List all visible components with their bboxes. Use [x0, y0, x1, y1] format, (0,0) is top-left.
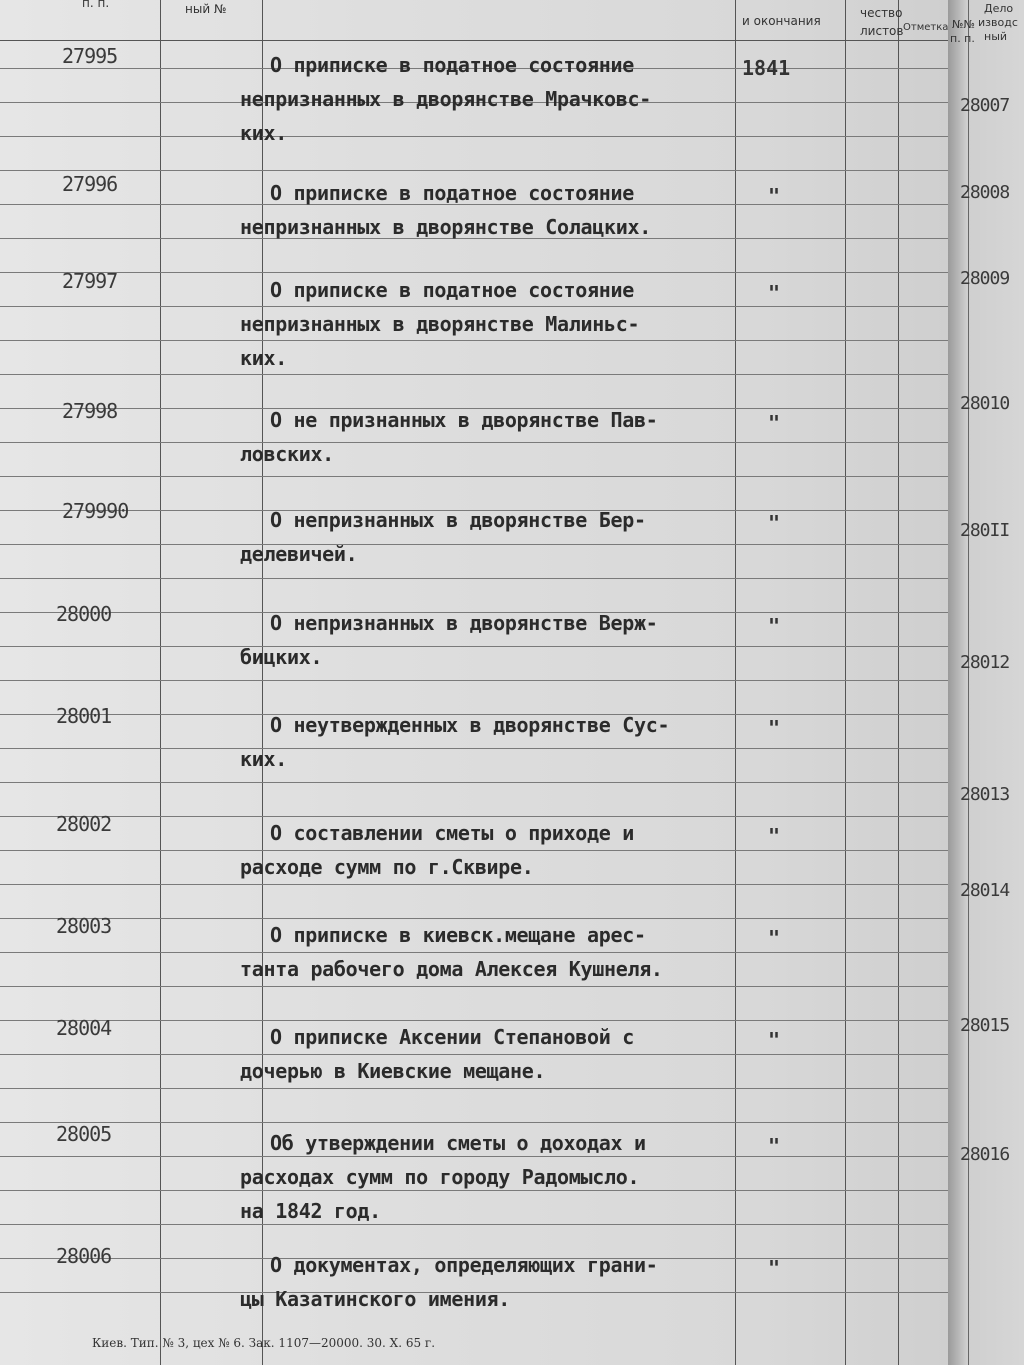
entry-date: " — [768, 184, 781, 208]
header-divider — [0, 40, 948, 41]
entry-date: " — [768, 411, 781, 435]
description-line: О не признанных в дворянстве Пав- — [270, 408, 658, 432]
ruled-line — [0, 476, 948, 477]
adjacent-header-1: №№ — [952, 18, 975, 31]
entry-number: 28001 — [56, 704, 112, 728]
adjacent-entry-number: 28013 — [960, 784, 1010, 805]
entry-number: 279990 — [62, 499, 129, 523]
description-line: О неутвержденных в дворянстве Сус- — [270, 713, 670, 737]
ruled-line — [0, 986, 948, 987]
entry-date: " — [768, 281, 781, 305]
description-line: непризнанных в дворянстве Малиньс- — [240, 312, 640, 336]
description-line: расходе сумм по г.Сквире. — [240, 855, 534, 879]
entry-date: " — [768, 716, 781, 740]
entry-number: 28003 — [56, 914, 112, 938]
entry-description — [240, 1020, 740, 1088]
header-number: п. п. — [82, 0, 110, 10]
description-line: делевичей. — [240, 542, 358, 566]
adjacent-entry-number: 28014 — [960, 880, 1010, 901]
entry-date: " — [768, 824, 781, 848]
entry-date: " — [768, 511, 781, 535]
entry-description — [240, 1248, 740, 1316]
header-sheets-1: чество — [860, 6, 903, 20]
entry-date: 1841 — [742, 56, 791, 80]
ruled-line — [0, 1122, 948, 1123]
entry-number: 28002 — [56, 812, 112, 836]
entry-number: 27997 — [62, 269, 118, 293]
entry-description — [240, 273, 740, 375]
entry-date: " — [768, 926, 781, 950]
entry-description — [240, 708, 740, 776]
adjacent-entry-number: 280II — [960, 520, 1010, 541]
header-notes: Отметка — [903, 22, 948, 33]
entry-number: 28006 — [56, 1244, 112, 1268]
ruled-line — [0, 680, 948, 681]
entry-number: 27998 — [62, 399, 118, 423]
header-sheets-2: листов — [860, 24, 904, 38]
description-line: О приписке Аксении Степановой с — [270, 1025, 634, 1049]
description-line: О непризнанных в дворянстве Верж- — [270, 611, 658, 635]
description-line: бицких. — [240, 645, 323, 669]
description-line: ких. — [240, 346, 287, 370]
adjacent-header-2: п. п. — [950, 32, 975, 45]
entry-description — [240, 403, 740, 471]
entry-number: 28005 — [56, 1122, 112, 1146]
adjacent-entry-number: 28010 — [960, 393, 1010, 414]
ruled-line — [0, 1088, 948, 1089]
entry-number: 27995 — [62, 44, 118, 68]
entry-number: 28004 — [56, 1016, 112, 1040]
description-line: ловских. — [240, 442, 334, 466]
description-line: танта рабочего дома Алексея Кушнеля. — [240, 957, 663, 981]
ruled-line — [0, 170, 948, 171]
ruled-line — [0, 884, 948, 885]
ruled-line — [0, 578, 948, 579]
description-line: расходах сумм по городу Радомысло. — [240, 1165, 640, 1189]
description-line: на 1842 год. — [240, 1199, 381, 1223]
adjacent-header-3: Дело — [984, 2, 1014, 15]
entry-number: 28000 — [56, 602, 112, 626]
ruled-line — [0, 782, 948, 783]
adjacent-header-4: изводс — [978, 16, 1018, 29]
adjacent-header-5: ный — [984, 30, 1008, 43]
entry-description — [240, 1126, 740, 1228]
description-line: ких. — [240, 747, 287, 771]
description-line: Об утверждении сметы о доходах и — [270, 1131, 646, 1155]
adjacent-entry-number: 28012 — [960, 652, 1010, 673]
description-line: О приписке в податное состояние — [270, 278, 634, 302]
entry-date: " — [768, 1256, 781, 1280]
entry-date: " — [768, 1134, 781, 1158]
entry-date: " — [768, 614, 781, 638]
description-line: О документах, определяющих грани- — [270, 1253, 658, 1277]
adjacent-entry-number: 28007 — [960, 95, 1010, 116]
header-archive-number: ный № — [185, 2, 227, 16]
adjacent-entry-number: 28009 — [960, 268, 1010, 289]
adjacent-entry-number: 28015 — [960, 1015, 1010, 1036]
print-footer: Киев. Тип. № 3, цех № 6. Зак. 1107—20000. 30. X. 65 г. — [92, 1336, 436, 1350]
description-line: О непризнанных в дворянстве Бер- — [270, 508, 646, 532]
entry-description — [240, 816, 740, 884]
description-line: дочерью в Киевские мещане. — [240, 1059, 546, 1083]
adjacent-entry-number: 28008 — [960, 182, 1010, 203]
description-line: О приписке в киевск.мещане арес- — [270, 923, 646, 947]
entry-description — [240, 918, 740, 986]
entry-description — [240, 606, 740, 674]
header-dates: и окончания — [742, 14, 821, 28]
description-line: непризнанных в дворянстве Мрачковс- — [240, 87, 651, 111]
description-line: О приписке в податное состояние — [270, 53, 634, 77]
entry-description — [240, 503, 740, 571]
entry-description — [240, 48, 740, 150]
adjacent-entry-number: 28016 — [960, 1144, 1010, 1165]
description-line: цы Казатинского имения. — [240, 1287, 511, 1311]
description-line: непризнанных в дворянстве Солацких. — [240, 215, 651, 239]
entry-date: " — [768, 1028, 781, 1052]
description-line: ких. — [240, 121, 287, 145]
description-line: О приписке в податное состояние — [270, 181, 634, 205]
description-line: О составлении сметы о приходе и — [270, 821, 634, 845]
entry-number: 27996 — [62, 172, 118, 196]
entry-description — [240, 176, 740, 244]
